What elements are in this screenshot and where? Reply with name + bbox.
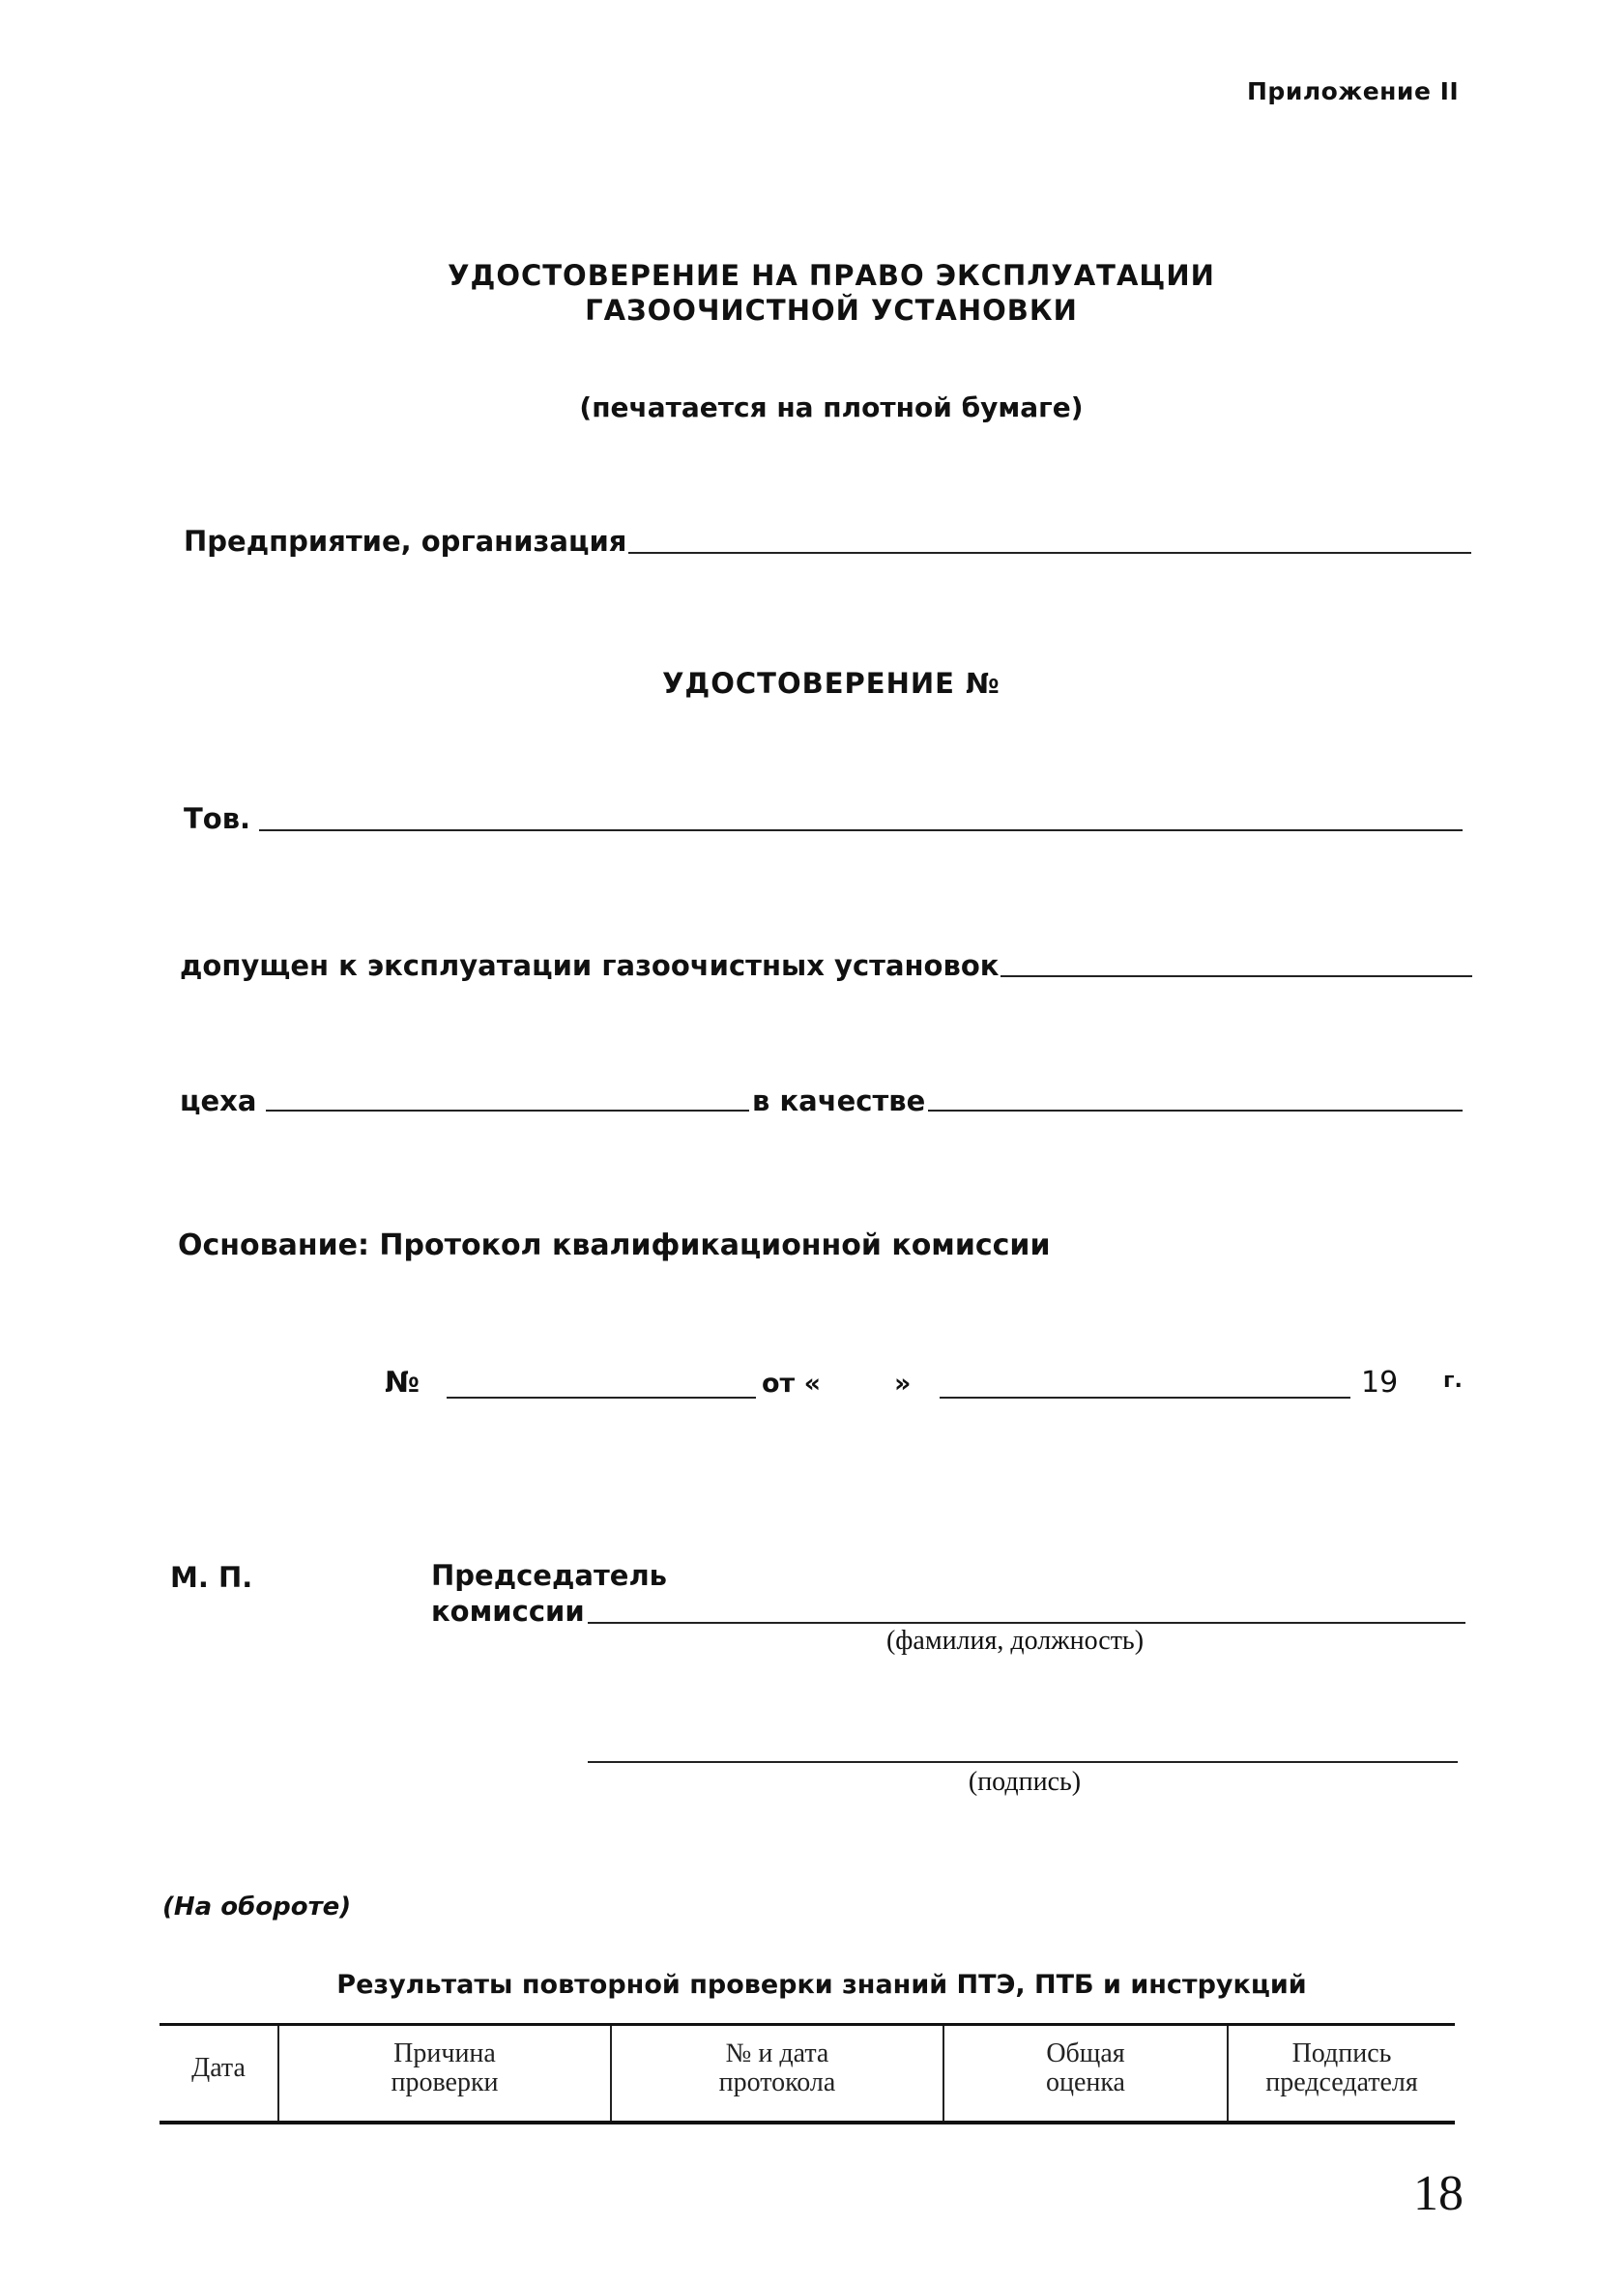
chairman-name-line[interactable] xyxy=(588,1622,1465,1624)
commission-label: комиссии xyxy=(431,1595,585,1628)
certificate-number-heading: УДОСТОВЕРЕНИЕ № xyxy=(662,667,1000,700)
print-note: (печатается на плотной бумаге) xyxy=(579,391,1084,423)
results-table-header-row xyxy=(160,2025,1455,2124)
col-grade-line1: Общая xyxy=(1046,2038,1125,2068)
workshop-label: цеха xyxy=(180,1084,257,1117)
col-reason-line2: проверки xyxy=(391,2067,499,2097)
col-protocol xyxy=(611,2025,943,2124)
protocol-year-prefix: 19 xyxy=(1361,1366,1399,1400)
protocol-year-suffix: г. xyxy=(1443,1369,1463,1393)
chairman-label: Председатель xyxy=(431,1559,668,1592)
stamp-label: М. П. xyxy=(170,1561,253,1594)
col-reason xyxy=(278,2025,611,2124)
col-date-text: Дата xyxy=(191,2053,246,2083)
comrade-name-line[interactable] xyxy=(259,829,1463,831)
admitted-label: допущен к эксплуатации газоочистных установок xyxy=(180,949,1000,982)
chairman-signature-line[interactable] xyxy=(588,1761,1458,1763)
enterprise-line[interactable] xyxy=(628,552,1471,554)
page-number: 18 xyxy=(1413,2166,1464,2221)
installations-line[interactable] xyxy=(1000,975,1472,977)
results-table xyxy=(160,2023,1455,2124)
col-overall-grade xyxy=(943,2025,1228,2124)
name-position-caption: (фамилия, должность) xyxy=(885,1626,1145,1656)
document-title-line-1: УДОСТОВЕРЕНИЕ НА ПРАВО ЭКСПЛУАТАЦИИ xyxy=(448,259,1215,292)
reverse-side-note: (На обороте) xyxy=(162,1893,352,1922)
col-protocol-line1: № и дата xyxy=(725,2038,829,2068)
capacity-label: в качестве xyxy=(752,1084,926,1117)
protocol-number-line[interactable] xyxy=(447,1397,756,1399)
col-date xyxy=(160,2025,278,2124)
col-protocol-line2: протокола xyxy=(718,2067,836,2097)
document-title-line-2: ГАЗООЧИСТНОЙ УСТАНОВКИ xyxy=(585,294,1078,327)
col-reason-line1: Причина xyxy=(393,2038,496,2068)
signature-caption: (подпись) xyxy=(968,1767,1082,1797)
workshop-line[interactable] xyxy=(266,1110,749,1112)
appendix-label: Приложение II xyxy=(1247,77,1460,105)
capacity-line[interactable] xyxy=(928,1110,1463,1112)
protocol-date-line[interactable] xyxy=(940,1397,1350,1399)
protocol-number-sign: № xyxy=(385,1366,420,1400)
col-chairman-signature xyxy=(1228,2025,1455,2124)
results-title: Результаты повторной проверки знаний ПТЭ, ПТБ и инструкций xyxy=(336,1970,1307,2000)
col-signature-line1: Подпись xyxy=(1291,2038,1392,2068)
basis-label: Основание: Протокол квалификационной комиссии xyxy=(178,1228,1051,1262)
protocol-date-from-label: от « xyxy=(762,1369,822,1399)
enterprise-label: Предприятие, организация xyxy=(184,525,627,558)
protocol-date-quote-close: » xyxy=(894,1369,912,1399)
col-signature-line2: председателя xyxy=(1265,2067,1418,2097)
comrade-label: Тов. xyxy=(184,802,251,835)
col-grade-line2: оценка xyxy=(1045,2067,1125,2097)
